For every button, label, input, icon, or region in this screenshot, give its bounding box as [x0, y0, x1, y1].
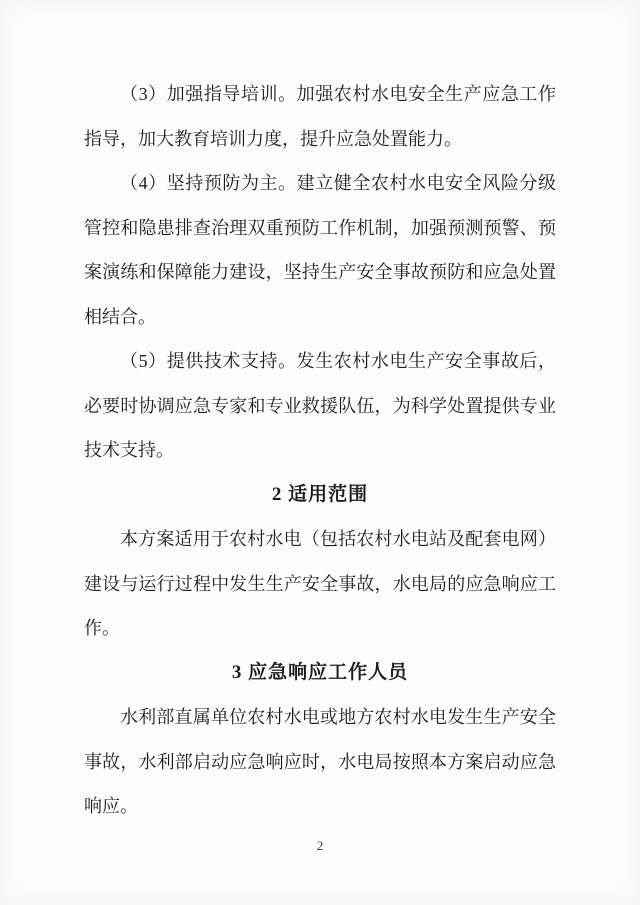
section-heading-scope: 2 适用范围	[271, 483, 369, 505]
paragraph-item-3-training-guidance: （3）加强指导培训。加强农村水电安全生产应急工作指导，加大教育培训力度，提升应急处置能力。	[84, 84, 556, 149]
paragraph-item-4-prevention-first: （4）坚持预防为主。建立健全农村水电安全风险分级管控和隐患排查治理双重预防工作机制，加强预测预警、预案演练和保障能力建设，坚持生产安全事故预防和应急处置相结合。	[84, 173, 556, 327]
paragraph-scope: 本方案适用于农村水电（包括农村水电站及配套电网）建设与运行过程中发生生产安全事故，水电局的应急响应工作。	[84, 529, 556, 638]
page-number: 2	[316, 838, 324, 853]
paragraph-item-5-technical-support: （5）提供技术支持。发生农村水电生产安全事故后，必要时协调应急专家和专业救援队伍，为科学处置提供专业技术支持。	[84, 351, 556, 460]
document-body	[84, 72, 556, 829]
paragraph-response-personnel: 水利部直属单位农村水电或地方农村水电发生生产安全事故，水利部启动应急响应时，水电局按照本方案启动应急响应。	[84, 707, 556, 816]
section-heading-response-personnel: 3 应急响应工作人员	[231, 661, 409, 683]
